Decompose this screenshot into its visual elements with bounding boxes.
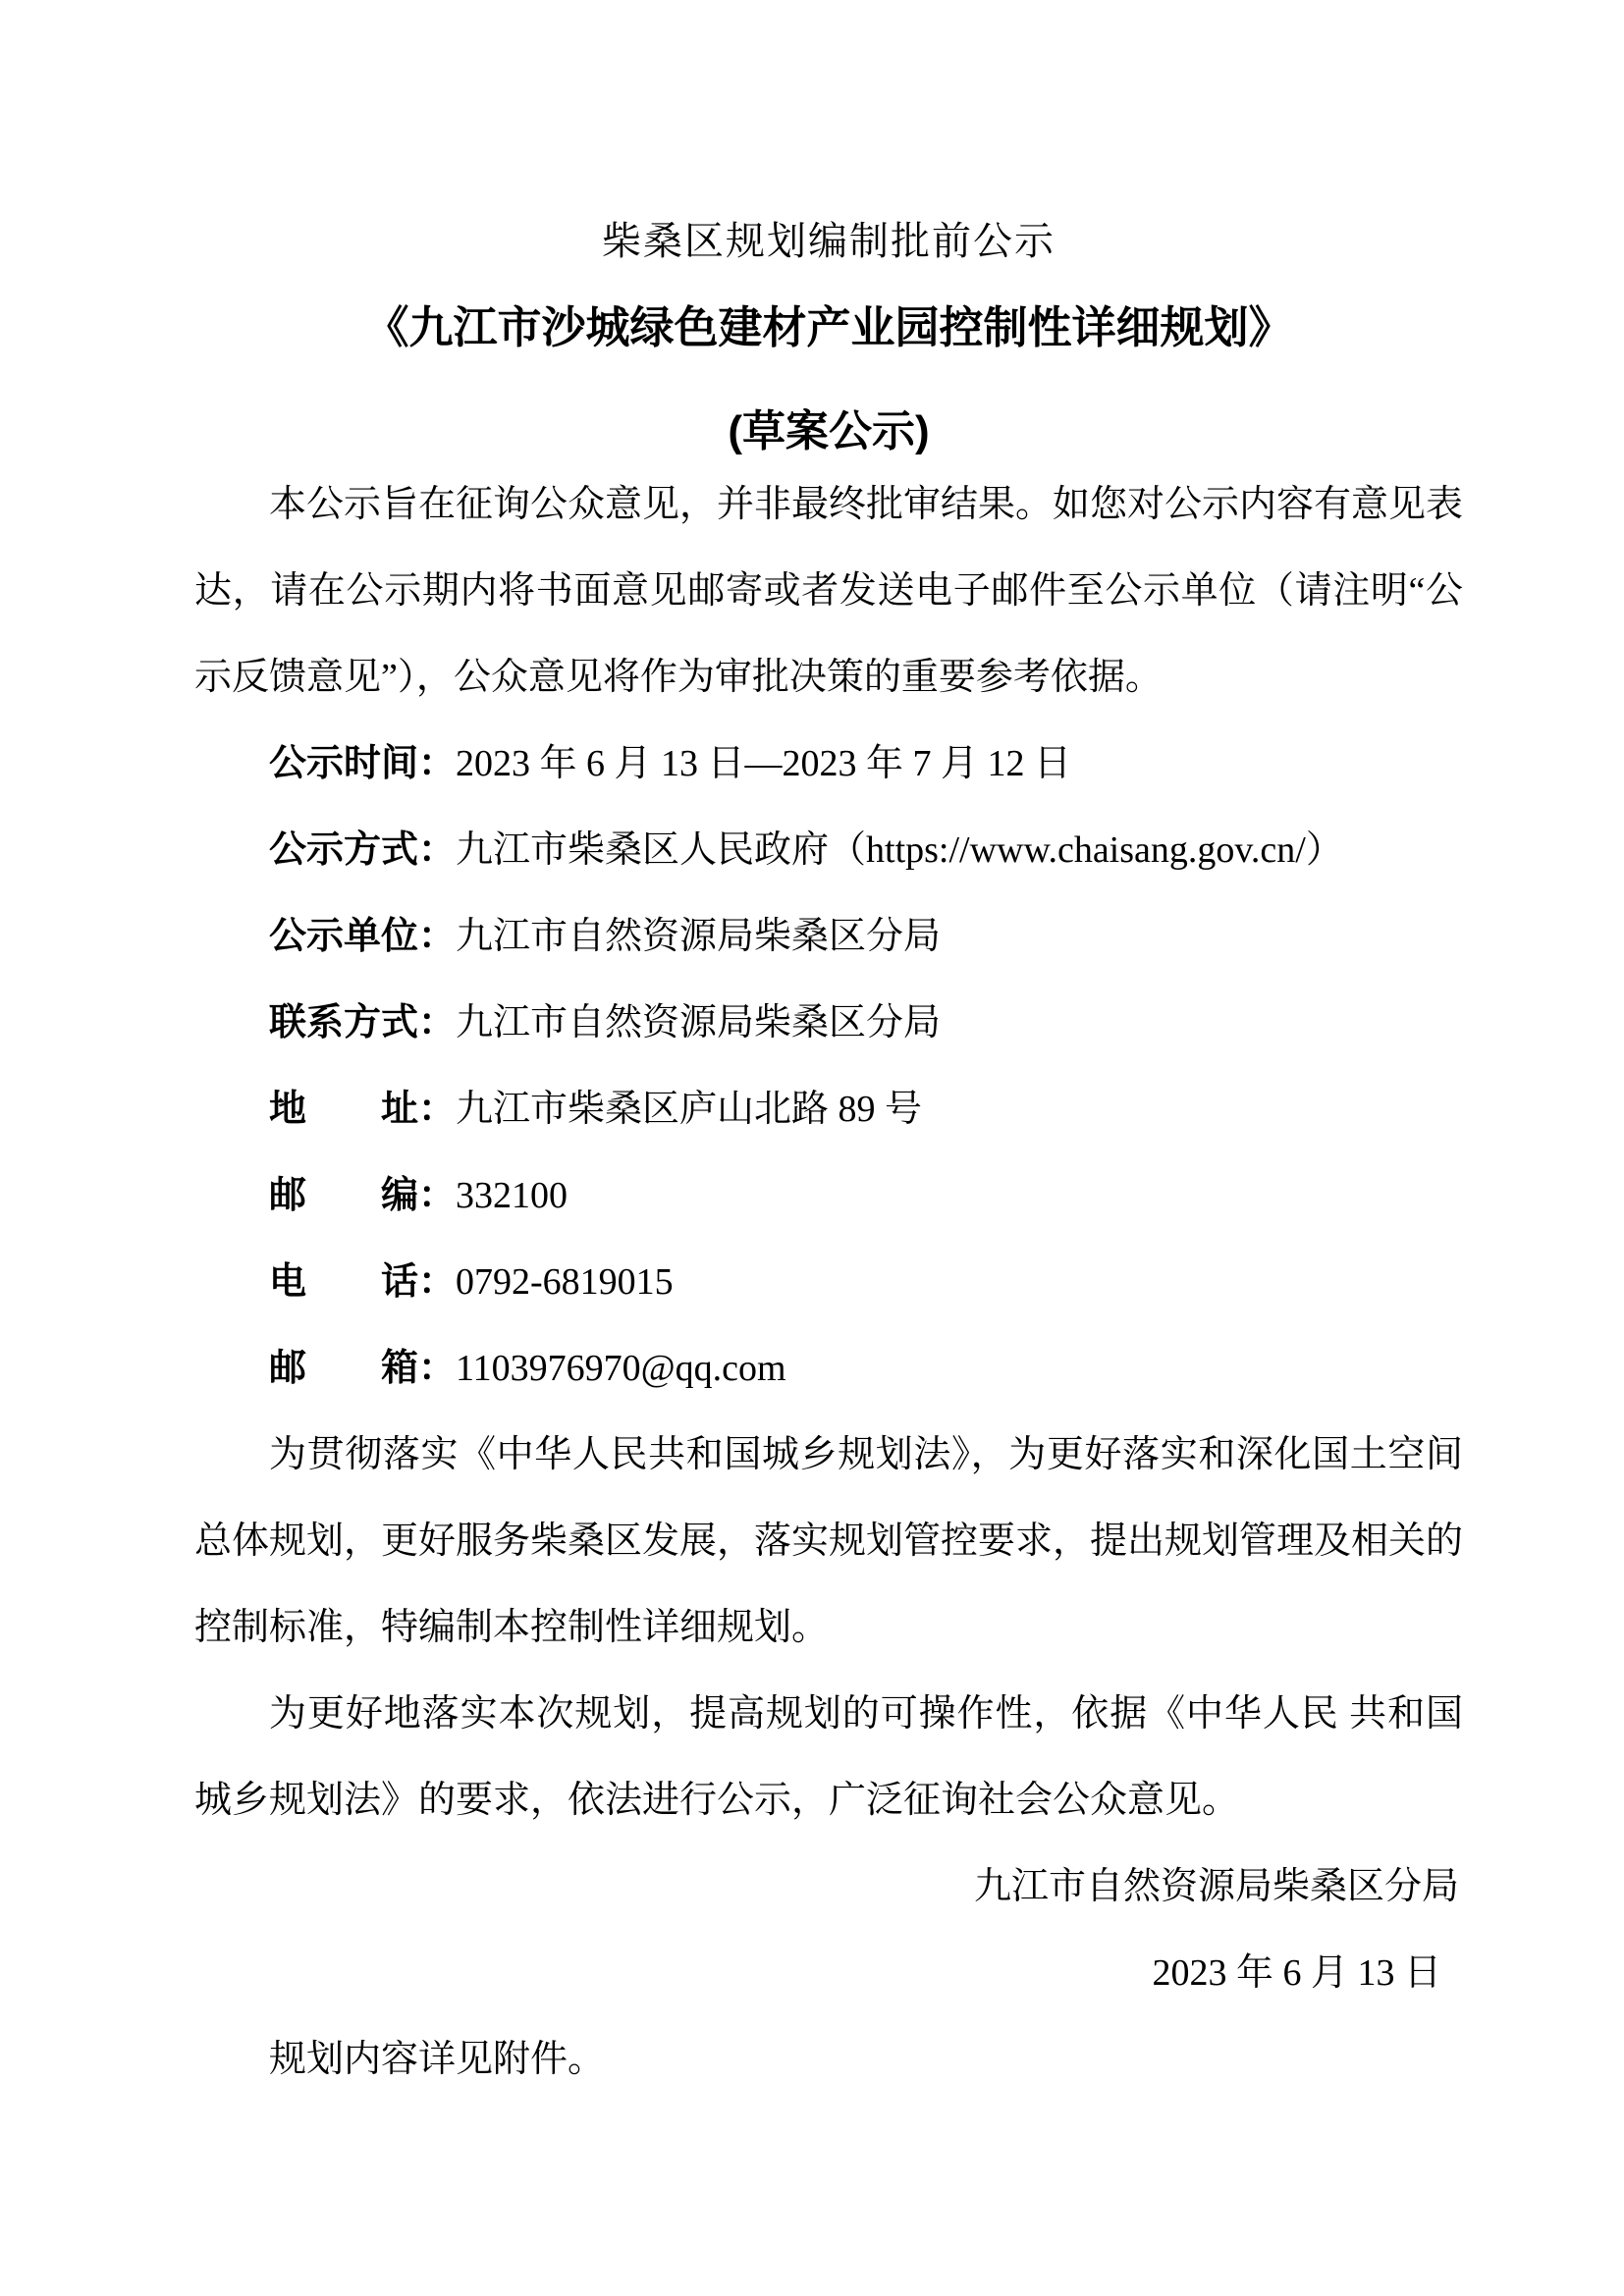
field-value: 1103976970@qq.com	[456, 1348, 786, 1389]
document-body	[194, 461, 1463, 2103]
signature-organization: 九江市自然资源局柴桑区分局	[973, 1866, 1459, 1907]
field-value: 九江市柴桑区人民政府（https://www.chaisang.gov.cn/）	[456, 829, 1343, 871]
field-row-publicity-method	[194, 807, 1463, 893]
purpose-paragraph: 为贯彻落实《中华人民共和国城乡规划法》，为更好落实和深化国土空间总体规划，更好服务柴桑区发展，落实规划管控要求，提出规划管理及相关的控制标准，特编制本控制性详细规划。	[194, 1434, 1464, 1648]
signature-date: 2023 年 6 月 13 日	[1152, 1952, 1441, 1994]
field-row-publicity-time	[194, 721, 1463, 807]
draft-subtitle: (草案公示)	[728, 407, 930, 455]
field-row-postcode	[194, 1152, 1463, 1239]
field-row-contact	[194, 980, 1463, 1066]
field-label: 地 址：	[269, 1089, 457, 1130]
closing-line: 规划内容详见附件。	[269, 2039, 606, 2080]
field-value: 九江市自然资源局柴桑区分局	[456, 1002, 942, 1043]
field-label: 公示单位：	[269, 916, 457, 957]
field-value: 2023 年 6 月 13 日—2023 年 7 月 12 日	[456, 743, 1072, 784]
document-content	[194, 0, 1463, 2103]
field-row-email	[194, 1325, 1463, 1412]
field-label: 公示时间：	[269, 743, 457, 784]
field-value: 332100	[456, 1175, 568, 1216]
field-value: 九江市自然资源局柴桑区分局	[456, 916, 942, 957]
intro-paragraph: 本公示旨在征询公众意见，并非最终批审结果。如您对公示内容有意见表达，请在公示期内将书面意见邮寄或者发送电子邮件至公示单位（请注明“公示反馈意见”），公众意见将作为审批决策的重要参考依据。	[194, 484, 1464, 698]
field-label: 电 话：	[269, 1261, 457, 1303]
field-label: 邮 箱：	[269, 1348, 457, 1389]
notice-heading: 柴桑区规划编制批前公示	[602, 219, 1056, 263]
basis-paragraph: 为更好地落实本次规划，提高规划的可操作性，依据《中华人民 共和国城乡规划法》的要求，依法进行公示，广泛征询社会公众意见。	[194, 1693, 1463, 1821]
field-row-address	[194, 1066, 1463, 1152]
field-row-publicity-unit	[194, 893, 1463, 980]
field-value: 0792-6819015	[456, 1261, 674, 1303]
field-label: 邮 编：	[269, 1175, 457, 1216]
field-label: 联系方式：	[269, 1002, 457, 1043]
field-value: 九江市柴桑区庐山北路 89 号	[456, 1089, 923, 1130]
field-row-phone	[194, 1239, 1463, 1325]
field-label: 公示方式：	[269, 829, 457, 871]
plan-title: 《九江市沙城绿色建材产业园控制性详细规划》	[364, 302, 1293, 352]
